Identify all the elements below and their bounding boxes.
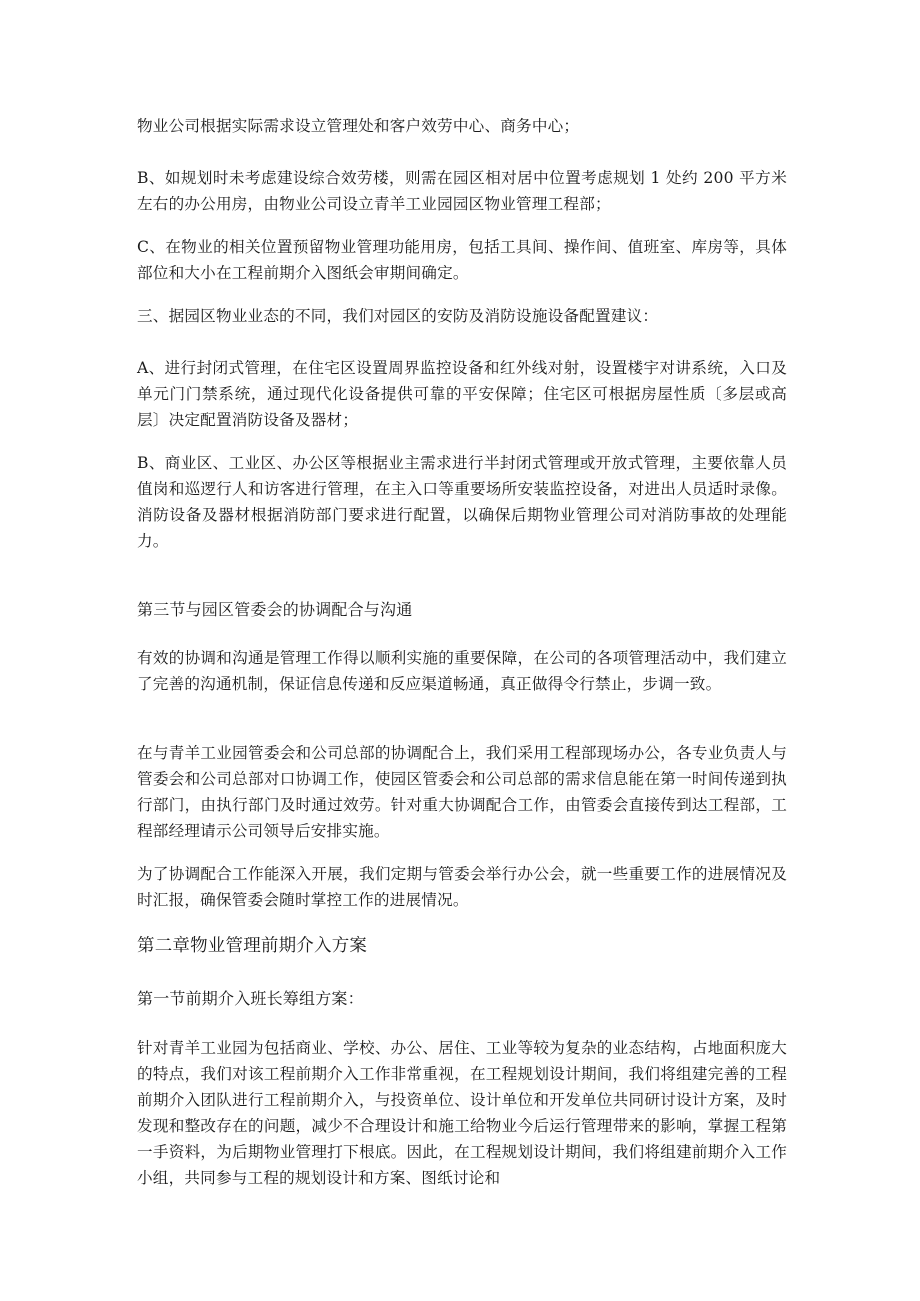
paragraph-communication-mechanism: 有效的协调和沟通是管理工作得以顺利实施的重要保障，在公司的各项管理活动中，我们建立了完善的沟通机制，保证信息传递和反应渠道畅通，真正做得令行禁止，步调一致。: [137, 649, 787, 693]
paragraph-b-semi-closed-management: B、商业区、工业区、办公区等根据业主需求进行半封闭式管理或开放式管理，主要依靠人员值岗和巡逻行人和访客进行管理，在主入口等重要场所安装监控设备，对进出人员适时录像。消防设备及器材根据消防部门要求进行配置，以确保后期物业管理公司对消防事故的处理能力。: [137, 454, 787, 550]
paragraph-a-closed-management: A、进行封闭式管理，在住宅区设置周界监控设备和红外线对射，设置楼宇对讲系统，入口及单元门门禁系统，通过现代化设备提供可靠的平安保障；住宅区可根据房屋性质〔多层或高层〕决定配置消防设备及器材；: [137, 359, 787, 429]
section-heading-coordination: 第三节与园区管委会的协调配合与沟通: [137, 600, 413, 619]
paragraph-regular-meetings: 为了协调配合工作能深入开展，我们定期与管委会举行办公会，就一些重要工作的进展情况及时汇报，确保管委会随时掌控工作的进展情况。: [137, 865, 787, 909]
paragraph-section-three-security: 三、据园区物业业态的不同，我们对园区的安防及消防设施设备配置建议：: [137, 307, 659, 325]
paragraph-b-office-space: B、如规划时未考虑建设综合效劳楼，则需在园区相对居中位置考虑规划 1 处约 200 平方米左右的办公用房，由物业公司设立青羊工业园园区物业管理工程部；: [137, 169, 787, 213]
paragraph-management-office: 物业公司根据实际需求设立管理处和客户效劳中心、商务中心；: [137, 117, 580, 135]
paragraph-early-intervention-plan: 针对青羊工业园为包括商业、学校、办公、居住、工业等较为复杂的业态结构，占地面积庞大的特点，我们对该工程前期介入工作非常重视，在工程规划设计期间，我们将组建完善的工程前期介入团队进行工程前期介入，与投资单位、设计单位和开发单位共同研讨设计方案，及时发现和整改存在的问题，减少不合理设计和施工给物业今后运行管理带来的影响，掌握工程第一手资料，为后期物业管理打下根底。因此，在工程规划设计期间，我们将组建前期介入工作小组，共同参与工程的规划设计和方案、图纸讨论和: [137, 1039, 787, 1187]
paragraph-coordination-with-committee: 在与青羊工业园管委会和公司总部的协调配合上，我们采用工程部现场办公，各专业负责人与管委会和公司总部对口协调工作，使园区管委会和公司总部的需求信息能在第一时间传递到执行部门，由执行部门及时通过效劳。针对重大协调配合工作，由管委会直接传到达工程部，工程部经理请示公司领导后安排实施。: [137, 744, 787, 840]
chapter-heading-early-intervention: 第二章物业管理前期介入方案: [137, 936, 368, 956]
section-heading-team-formation: 第一节前期介入班长筹组方案：: [137, 989, 364, 1008]
paragraph-c-function-rooms: C、在物业的相关位置预留物业管理功能用房，包括工具间、操作间、值班室、库房等，具体部位和大小在工程前期介入图纸会审期间确定。: [137, 238, 787, 282]
